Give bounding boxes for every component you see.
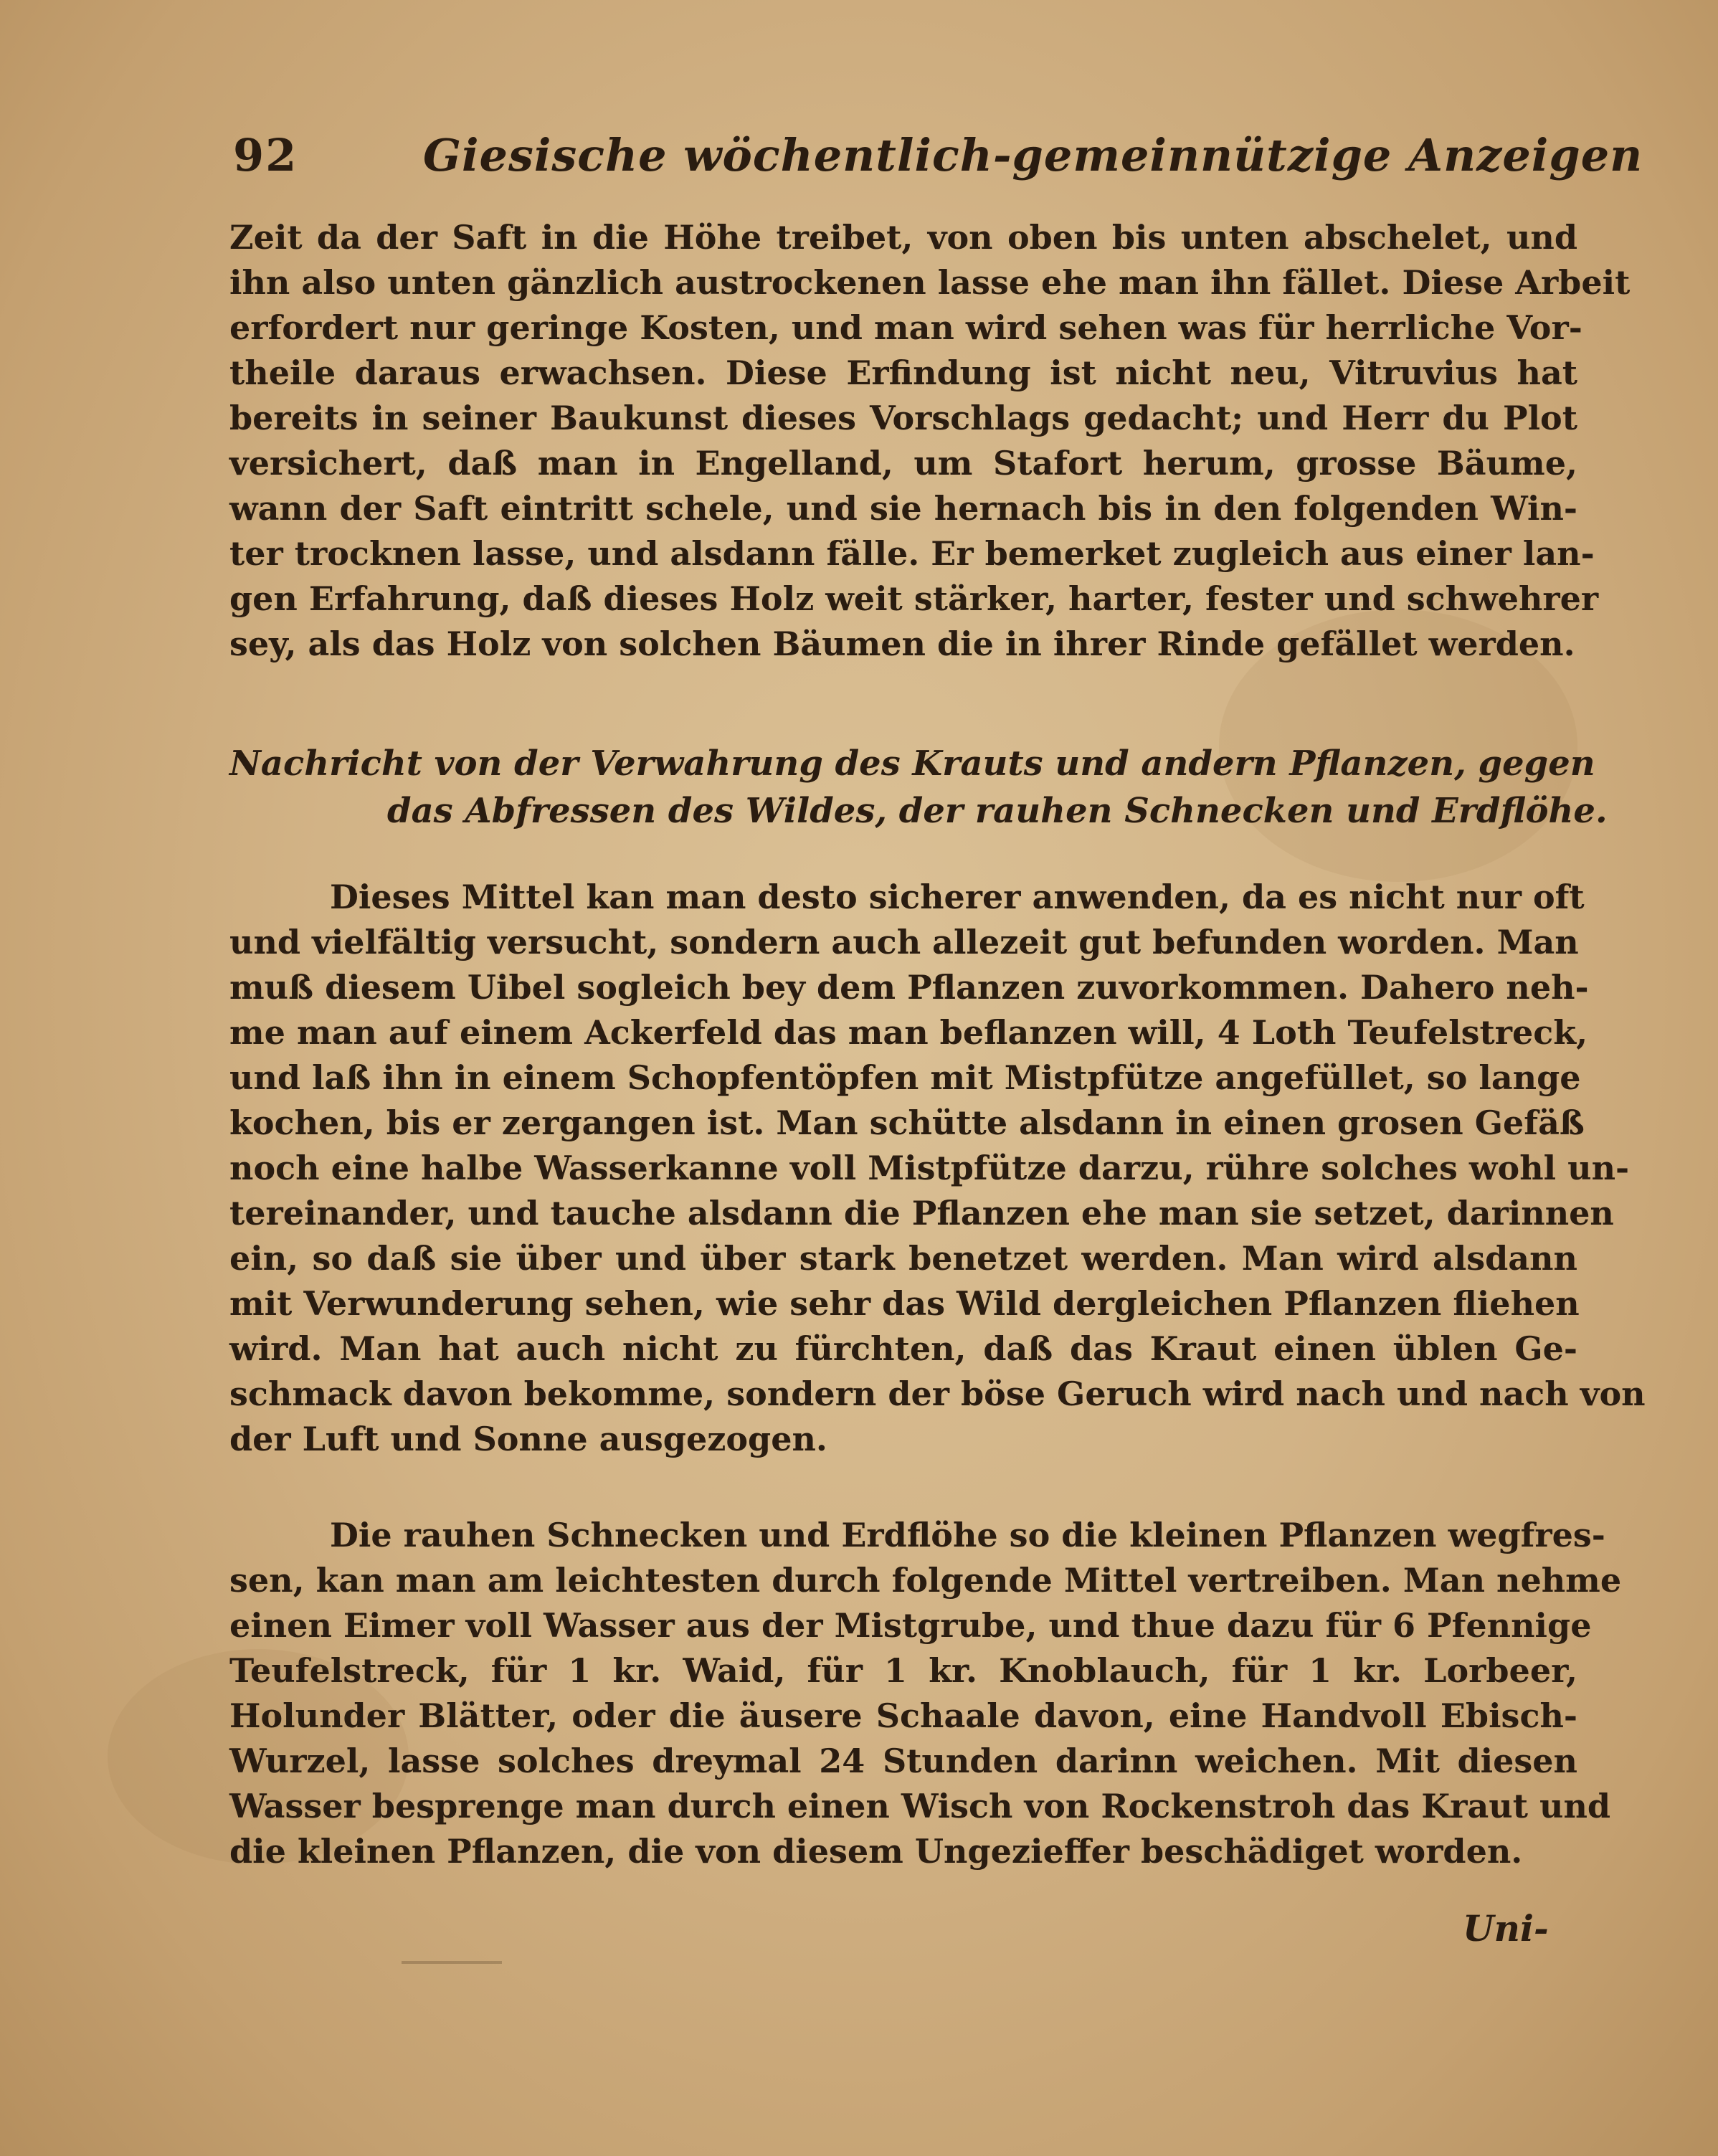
text-line: Die rauhen Schnecken und Erdflöhe so die kleinen Pflanzen wegfres- — [330, 1516, 1605, 1554]
text-line: versichert, daß man in Engelland, um Stafort herum, grosse Bäume, — [229, 444, 1577, 483]
text-line: ihn also unten gänzlich austrockenen lasse ehe man ihn fället. Diese Arbeit — [229, 263, 1631, 302]
text-line: erfordert nur geringe Kosten, und man wird sehen was für herrliche Vor- — [229, 308, 1582, 347]
heading-line: Nachricht von der Verwahrung des Krauts und andern Pflanzen, gegen — [229, 744, 1595, 784]
text-line: wann der Saft eintritt schele, und sie hernach bis in den folgenden Win- — [229, 489, 1577, 528]
text-line: me man auf einem Ackerfeld das man beflanzen will, 4 Loth Teufelstreck, — [229, 1013, 1588, 1052]
text-line: einen Eimer voll Wasser aus der Mistgrube, und thue dazu für 6 Pfennige — [229, 1606, 1592, 1645]
text-line: wird. Man hat auch nicht zu fürchten, daß das Kraut einen üblen Ge- — [229, 1329, 1577, 1368]
text-line: und vielfältig versucht, sondern auch allezeit gut befunden worden. Man — [229, 923, 1579, 961]
page-header — [233, 129, 1643, 194]
text-line: Dieses Mittel kan man desto sicherer anwenden, da es nicht nur oft — [330, 878, 1585, 916]
section-heading — [229, 740, 1608, 835]
text-line: gen Erfahrung, daß dieses Holz weit stärker, harter, fester und schwehrer — [229, 579, 1599, 618]
text-line: bereits in seiner Baukunst dieses Vorschlags gedacht; und Herr du Plot — [229, 399, 1577, 437]
text-line: schmack davon bekomme, sondern der böse Geruch wird nach und nach von — [229, 1374, 1646, 1413]
text-line: muß diesem Uibel sogleich bey dem Pflanzen zuvorkommen. Dahero neh- — [229, 968, 1589, 1007]
text-line: Wasser besprenge man durch einen Wisch von Rockenstroh das Kraut und — [229, 1787, 1611, 1825]
heading-line: das Abfressen des Wildes, der rauhen Schnecken und Erdflöhe. — [387, 791, 1608, 831]
text-line: ein, so daß sie über und über stark benetzet werden. Man wird alsdann — [229, 1239, 1577, 1278]
text-line: mit Verwunderung sehen, wie sehr das Wild dergleichen Pflanzen fliehen — [229, 1284, 1580, 1323]
page-number: 92 — [233, 129, 298, 181]
text-line: Teufelstreck, für 1 kr. Waid, für 1 kr. Knoblauch, für 1 kr. Lorbeer, — [229, 1651, 1577, 1690]
text-line: die kleinen Pflanzen, die von diesem Ungezieffer beschädiget worden. — [229, 1832, 1523, 1871]
text-line: theile daraus erwachsen. Diese Erfindung ist nicht neu, Vitruvius hat — [229, 353, 1577, 392]
text-line: Holunder Blätter, oder die äusere Schaale davon, eine Handvoll Ebisch- — [229, 1696, 1577, 1735]
catchword: Uni- — [1463, 1907, 1549, 1950]
ink-mark — [402, 1961, 502, 1964]
text-line: Wurzel, lasse solches dreymal 24 Stunden darinn weichen. Mit diesen — [229, 1742, 1577, 1780]
text-line: der Luft und Sonne ausgezogen. — [229, 1420, 827, 1458]
paragraph-continuation — [229, 215, 1631, 667]
text-line: Zeit da der Saft in die Höhe treibet, von oben bis unten abschelet, und — [229, 218, 1577, 257]
text-line: kochen, bis er zergangen ist. Man schütte alsdann in einen grosen Gefäß — [229, 1103, 1585, 1142]
paragraph-remedy-wild — [229, 875, 1646, 1462]
text-line: ter trocknen lasse, und alsdann fälle. Er bemerket zugleich aus einer lan- — [229, 534, 1595, 573]
text-line: tereinander, und tauche alsdann die Pflanzen ehe man sie setzet, darinnen — [229, 1194, 1614, 1233]
running-title: Giesische wöchentlich-gemeinnützige Anzeigen — [423, 129, 1643, 181]
text-line: noch eine halbe Wasserkanne voll Mistpfütze darzu, rühre solches wohl un- — [229, 1149, 1630, 1187]
text-line: sey, als das Holz von solchen Bäumen die in ihrer Rinde gefället werden. — [229, 625, 1575, 663]
text-line: und laß ihn in einem Schopfentöpfen mit Mistpfütze angefüllet, so lange — [229, 1058, 1581, 1097]
text-line: sen, kan man am leichtesten durch folgende Mittel vertreiben. Man nehme — [229, 1561, 1622, 1600]
paragraph-remedy-snails — [229, 1513, 1622, 1874]
